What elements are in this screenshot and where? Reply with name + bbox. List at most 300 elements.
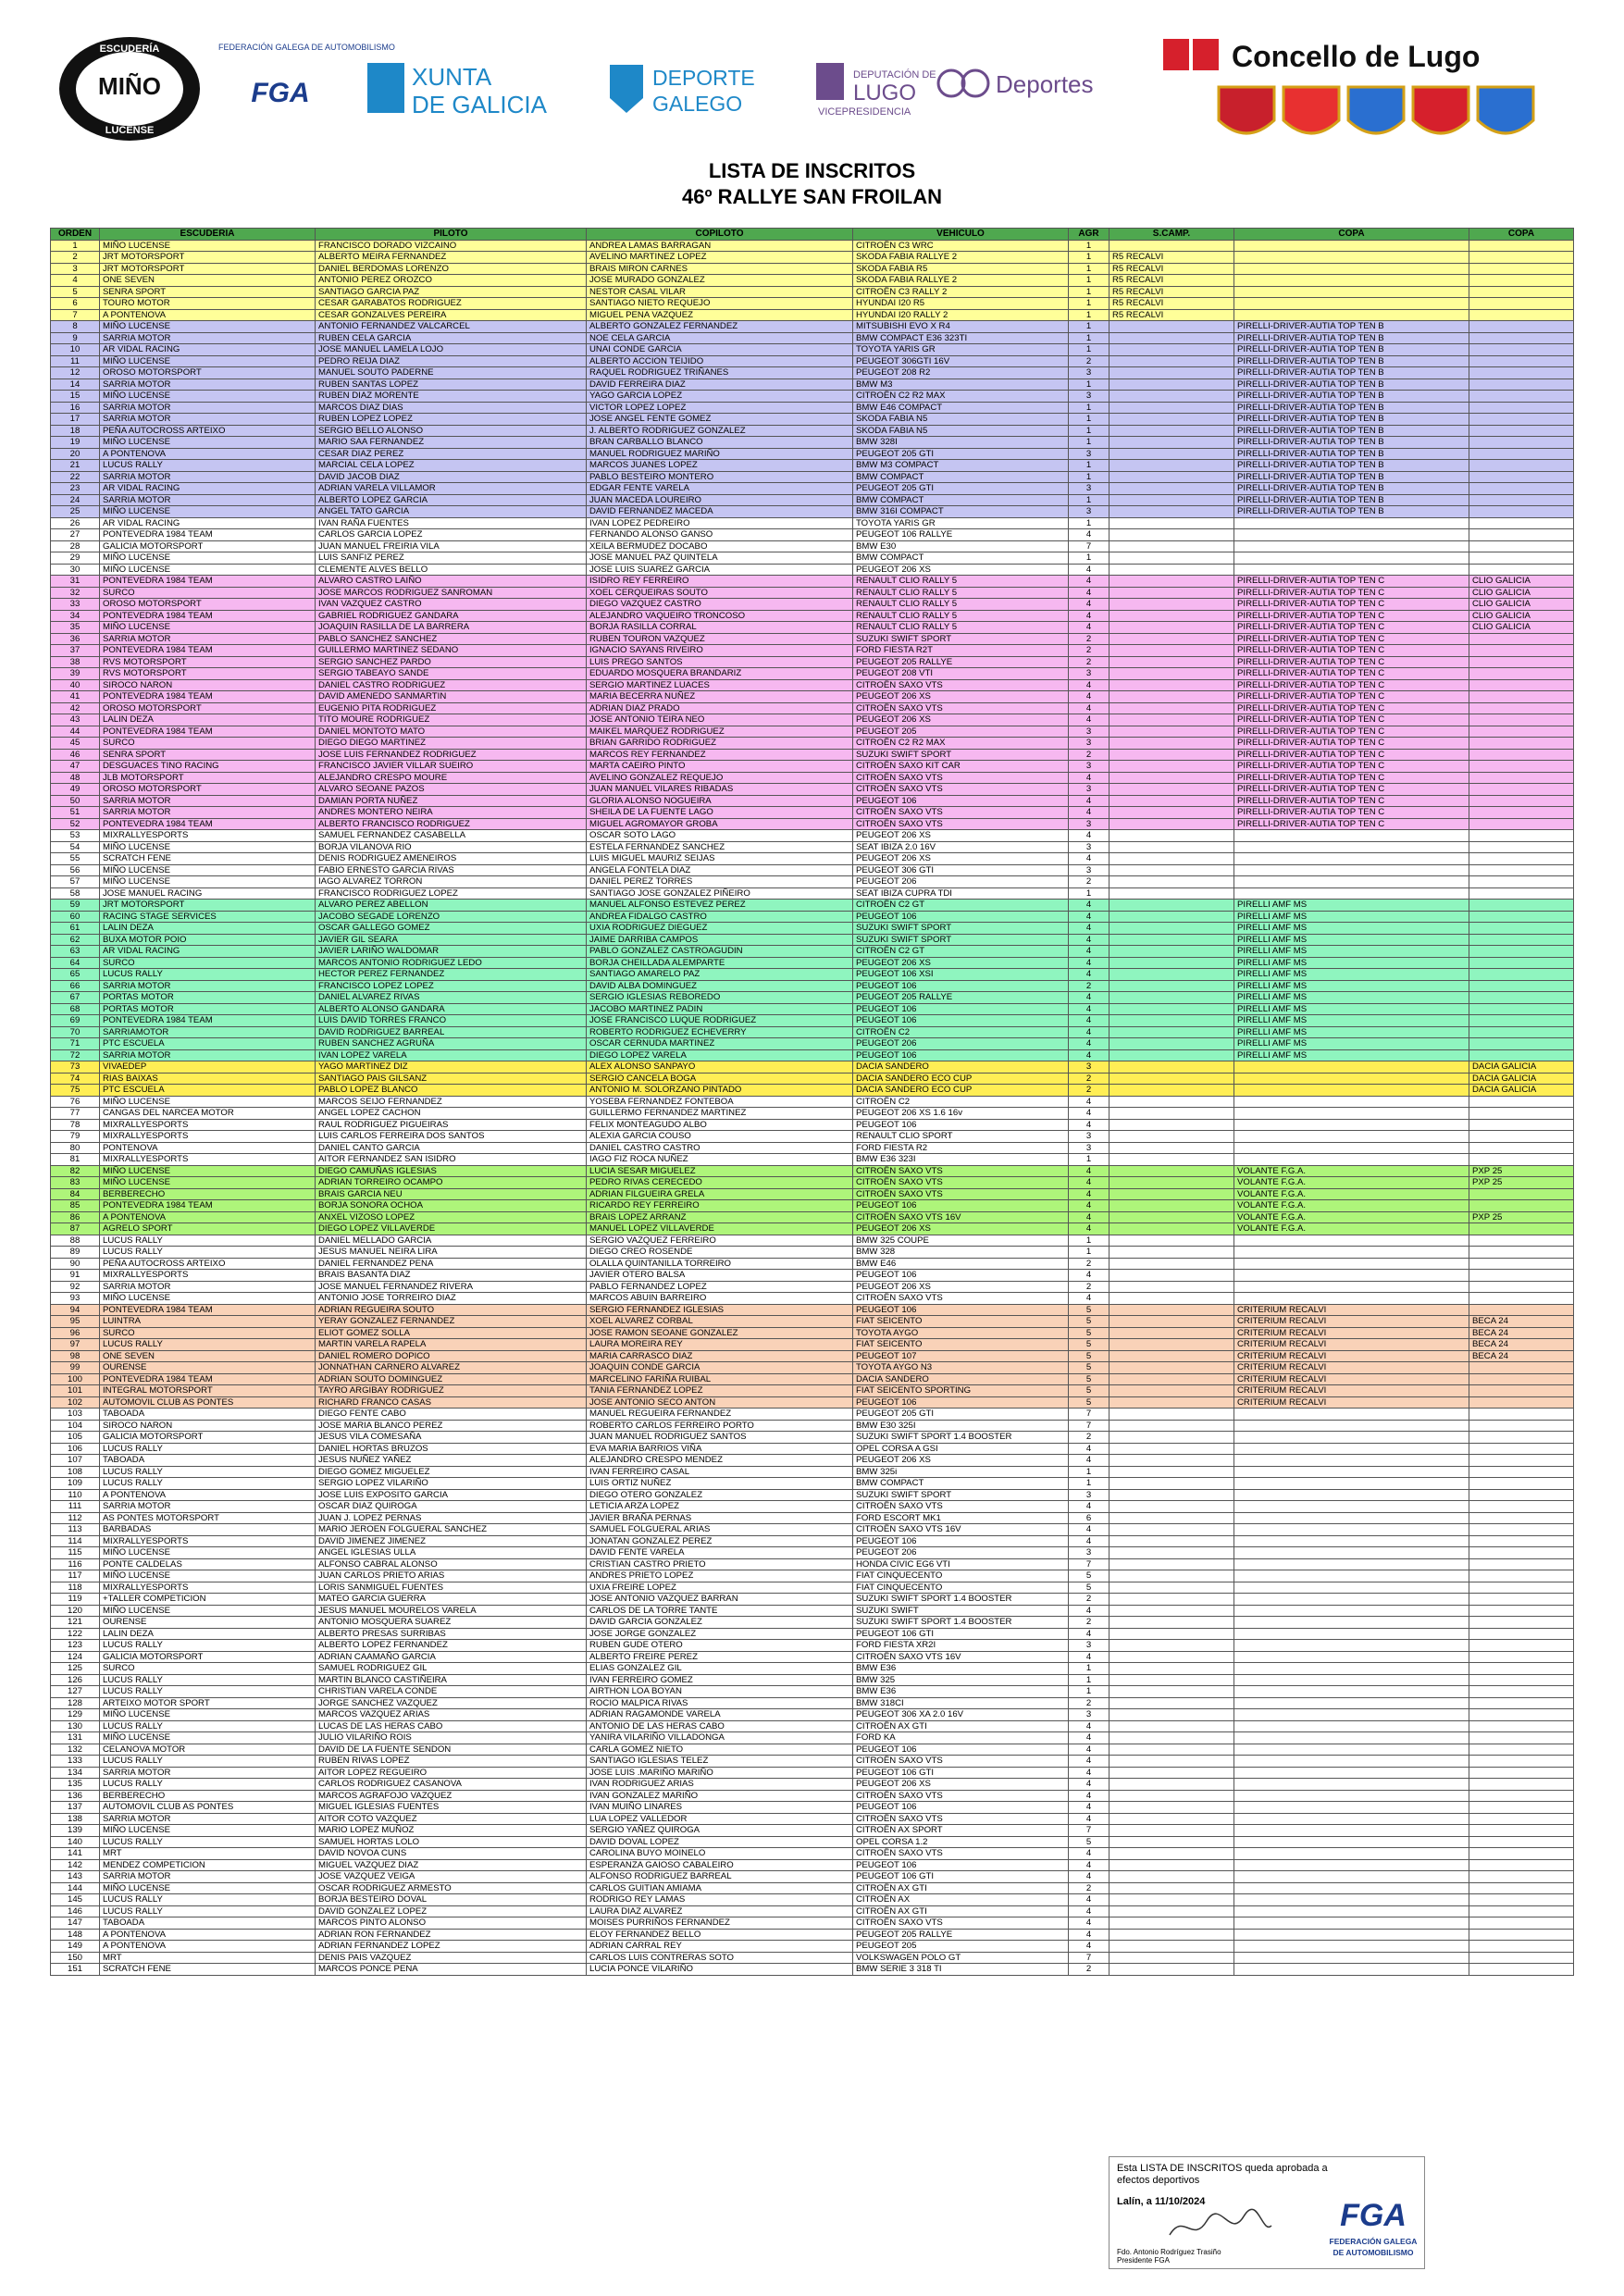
escuderia-mino-logo [56, 33, 204, 144]
cell-copa [1234, 552, 1469, 565]
cell-vehiculo: CITROËN SAXO VTS [853, 679, 1069, 691]
cell-agr: 1 [1069, 263, 1110, 275]
cell-copiloto: ESTELA FERNANDEZ SANCHEZ [587, 841, 853, 853]
escuderia-top-text: ESCUDERÍA [99, 43, 160, 55]
cell-copa [1234, 240, 1469, 252]
cell-copa [1234, 1871, 1469, 1883]
cell-scamp [1110, 980, 1234, 992]
cell-copa [1234, 1512, 1469, 1524]
cell-vehiculo: MITSUBISHI EVO X R4 [853, 321, 1069, 333]
cell-orden: 85 [51, 1200, 100, 1212]
cell-copiloto: MAIKEL MARQUEZ RODRIGUEZ [587, 726, 853, 738]
approval-text: Esta LISTA DE INSCRITOS queda aprobada a efectos deportivos [1117, 2163, 1328, 2186]
cell-copa-2 [1469, 1779, 1574, 1791]
cell-orden: 146 [51, 1905, 100, 1917]
table-row [51, 934, 1574, 946]
cell-agr: 4 [1069, 576, 1110, 588]
cell-orden: 48 [51, 772, 100, 784]
cell-copa-2 [1469, 460, 1574, 472]
cell-scamp [1110, 1258, 1234, 1270]
cell-vehiculo: BMW E30 [853, 540, 1069, 552]
table-row [51, 911, 1574, 923]
cell-vehiculo: DACIA SANDERO ECO CUP [853, 1085, 1069, 1097]
cell-scamp [1110, 1026, 1234, 1038]
cell-copa-2: BECA 24 [1469, 1350, 1574, 1362]
cell-vehiculo: HONDA CIVIC EG6 VTI [853, 1558, 1069, 1570]
table-row [51, 1281, 1574, 1293]
cell-orden: 70 [51, 1026, 100, 1038]
cell-copiloto: JOSE ANTONIO TEIRA NEO [587, 714, 853, 726]
cell-escuderia: LUCUS RALLY [100, 1674, 316, 1686]
cell-vehiculo: PEUGEOT 106 [853, 795, 1069, 807]
cell-scamp: R5 RECALVI [1110, 275, 1234, 287]
cell-copa-2 [1469, 969, 1574, 981]
cell-copa: CRITERIUM RECALVI [1234, 1350, 1469, 1362]
cell-escuderia: OROSO MOTORSPORT [100, 367, 316, 379]
cell-piloto: JOSE LUIS EXPOSITO GARCIA [316, 1489, 587, 1501]
cell-copa [1234, 1235, 1469, 1247]
cell-scamp [1110, 1836, 1234, 1848]
cell-copa [1234, 876, 1469, 888]
table-row [51, 900, 1574, 912]
cell-copa [1234, 1582, 1469, 1594]
table-row [51, 1339, 1574, 1351]
cell-escuderia: AGRELO SPORT [100, 1223, 316, 1235]
cell-vehiculo: PEUGEOT 206 XS [853, 1455, 1069, 1467]
cell-scamp [1110, 1108, 1234, 1120]
table-row [51, 1489, 1574, 1501]
cell-vehiculo: PEUGEOT 208 VTI [853, 668, 1069, 680]
cell-copa-2 [1469, 1409, 1574, 1421]
cell-agr: 2 [1069, 1964, 1110, 1976]
cell-piloto: DAVID JIMENEZ JIMENEZ [316, 1535, 587, 1547]
cell-copa: CRITERIUM RECALVI [1234, 1304, 1469, 1316]
cell-orden: 34 [51, 610, 100, 622]
cell-piloto: CESAR DIAZ PEREZ [316, 448, 587, 460]
table-row [51, 1061, 1574, 1074]
cell-piloto: MARCIAL CELA LOPEZ [316, 460, 587, 472]
cell-copa [1234, 1651, 1469, 1663]
cell-escuderia: A PONTENOVA [100, 1941, 316, 1953]
cell-scamp [1110, 1674, 1234, 1686]
cell-copa [1234, 1535, 1469, 1547]
cell-copa [1234, 1073, 1469, 1085]
cell-scamp [1110, 702, 1234, 714]
table-row [51, 1582, 1574, 1594]
cell-escuderia: LUCUS RALLY [100, 1247, 316, 1259]
cell-orden: 105 [51, 1432, 100, 1444]
table-row [51, 344, 1574, 356]
cell-copiloto: DAVID FERREIRA DIAZ [587, 379, 853, 391]
cell-orden: 117 [51, 1570, 100, 1582]
cell-copiloto: MIGUEL PENA VAZQUEZ [587, 309, 853, 321]
cell-copa: PIRELLI-DRIVER-AUTIA TOP TEN C [1234, 679, 1469, 691]
cell-vehiculo: BMW 328 [853, 1247, 1069, 1259]
table-row [51, 1304, 1574, 1316]
cell-scamp [1110, 1547, 1234, 1559]
cell-piloto: FABIO ERNESTO GARCIA RIVAS [316, 864, 587, 876]
table-row [51, 1200, 1574, 1212]
cell-copa-2 [1469, 853, 1574, 865]
cell-copa [1234, 1941, 1469, 1953]
table-row [51, 1223, 1574, 1235]
cell-orden: 50 [51, 795, 100, 807]
cell-piloto: LUIS DAVID TORRES FRANCO [316, 1015, 587, 1027]
cell-escuderia: TABOADA [100, 1409, 316, 1421]
cell-copa: PIRELLI-DRIVER-AUTIA TOP TEN B [1234, 494, 1469, 506]
cell-scamp [1110, 864, 1234, 876]
cell-copa: PIRELLI AMF MS [1234, 1049, 1469, 1061]
cell-copa [1234, 1131, 1469, 1143]
cell-scamp [1110, 1362, 1234, 1374]
cell-escuderia: MRT [100, 1848, 316, 1860]
cell-copa-2 [1469, 633, 1574, 645]
cell-piloto: IVAN RAÑA FUENTES [316, 517, 587, 529]
cell-orden: 32 [51, 587, 100, 599]
cell-vehiculo: CITROËN SAXO VTS 16V [853, 1211, 1069, 1223]
cell-agr: 3 [1069, 448, 1110, 460]
cell-vehiculo: CITROËN SAXO VTS [853, 807, 1069, 819]
cell-orden: 64 [51, 957, 100, 969]
cell-scamp [1110, 517, 1234, 529]
cell-scamp [1110, 807, 1234, 819]
table-row [51, 761, 1574, 773]
cell-copa [1234, 1293, 1469, 1305]
cell-piloto: FRANCISCO RODRIGUEZ LOPEZ [316, 887, 587, 900]
table-row [51, 923, 1574, 935]
cell-scamp [1110, 1512, 1234, 1524]
table-row [51, 1015, 1574, 1027]
cell-copa [1234, 1061, 1469, 1074]
cell-copa-2 [1469, 286, 1574, 298]
cell-agr: 1 [1069, 1478, 1110, 1490]
cell-agr: 5 [1069, 1373, 1110, 1385]
cell-agr: 4 [1069, 1790, 1110, 1802]
cell-copiloto: JOSE FRANCISCO LUQUE RODRIGUEZ [587, 1015, 853, 1027]
cell-escuderia: SIROCO NARON [100, 1420, 316, 1432]
cell-piloto: IVAN VAZQUEZ CASTRO [316, 599, 587, 611]
cell-copa: PIRELLI-DRIVER-AUTIA TOP TEN C [1234, 784, 1469, 796]
cell-escuderia: MIÑO LUCENSE [100, 1732, 316, 1744]
cell-escuderia: SARRIA MOTOR [100, 633, 316, 645]
table-row [51, 1524, 1574, 1536]
cell-vehiculo: PEUGEOT 206 [853, 876, 1069, 888]
cell-piloto: ADRIAN CAAMAÑO GARCIA [316, 1651, 587, 1663]
cell-copiloto: IVAN FERREIRO CASAL [587, 1466, 853, 1478]
cell-copa-2 [1469, 772, 1574, 784]
cell-copa-2 [1469, 807, 1574, 819]
cell-orden: 58 [51, 887, 100, 900]
table-row [51, 1894, 1574, 1906]
cell-orden: 75 [51, 1085, 100, 1097]
cell-copa: PIRELLI AMF MS [1234, 957, 1469, 969]
cell-piloto: CARLOS GARCIA LOPEZ [316, 529, 587, 541]
table-row [51, 1605, 1574, 1617]
cell-copa: PIRELLI AMF MS [1234, 1038, 1469, 1050]
cell-escuderia: MIÑO LUCENSE [100, 355, 316, 367]
cell-copa [1234, 1547, 1469, 1559]
cell-agr: 4 [1069, 1188, 1110, 1200]
cell-agr: 3 [1069, 1131, 1110, 1143]
cell-vehiculo: CITROËN SAXO VTS [853, 1790, 1069, 1802]
cell-vehiculo: PEUGEOT 106 [853, 911, 1069, 923]
cell-copiloto: JOSE LUIS .MARIÑO MARIÑO [587, 1767, 853, 1779]
cell-vehiculo: PEUGEOT 106 [853, 1049, 1069, 1061]
cell-copa [1234, 887, 1469, 900]
table-row [51, 494, 1574, 506]
cell-scamp [1110, 1720, 1234, 1732]
cell-copiloto: DIEGO LOPEZ VARELA [587, 1049, 853, 1061]
cell-copa-2 [1469, 784, 1574, 796]
cell-scamp [1110, 1142, 1234, 1154]
cell-copa: VOLANTE F.G.A. [1234, 1188, 1469, 1200]
cell-copa: VOLANTE F.G.A. [1234, 1165, 1469, 1177]
cell-copa-2 [1469, 1455, 1574, 1467]
cell-orden: 97 [51, 1339, 100, 1351]
cell-copiloto: ANDREA LAMAS BARRAGAN [587, 240, 853, 252]
cell-agr: 1 [1069, 321, 1110, 333]
cell-copiloto: TANIA FERNANDEZ LOPEZ [587, 1385, 853, 1397]
cell-escuderia: AR VIDAL RACING [100, 483, 316, 495]
cell-copa [1234, 864, 1469, 876]
cell-copiloto: DIEGO VAZQUEZ CASTRO [587, 599, 853, 611]
cell-piloto: SANTIAGO GARCIA PAZ [316, 286, 587, 298]
cell-escuderia: PONTEVEDRA 1984 TEAM [100, 691, 316, 703]
cell-copa: PIRELLI-DRIVER-AUTIA TOP TEN B [1234, 379, 1469, 391]
cell-copa-2 [1469, 1373, 1574, 1385]
cell-copiloto: SERGIO FERNANDEZ IGLESIAS [587, 1304, 853, 1316]
approval-date: Lalín, a 11/10/2024 [1117, 2196, 1206, 2207]
cell-scamp [1110, 946, 1234, 958]
cell-piloto: ANDRES MONTERO NEIRA [316, 807, 587, 819]
cell-agr: 5 [1069, 1327, 1110, 1339]
cell-orden: 72 [51, 1049, 100, 1061]
cell-agr: 1 [1069, 1686, 1110, 1698]
cell-piloto: DAVID AMENEDO SANMARTIN [316, 691, 587, 703]
cell-copiloto: DAVID FERNANDEZ MACEDA [587, 506, 853, 518]
cell-vehiculo: BMW M3 COMPACT [853, 460, 1069, 472]
cell-vehiculo: BMW 328I [853, 437, 1069, 449]
cell-piloto: ALBERTO LOPEZ FERNANDEZ [316, 1640, 587, 1652]
cell-copiloto: GUILLERMO FERNANDEZ MARTINEZ [587, 1108, 853, 1120]
cell-copa-2 [1469, 923, 1574, 935]
cell-copa-2: CLIO GALICIA [1469, 576, 1574, 588]
cell-vehiculo: RENAULT CLIO RALLY 5 [853, 599, 1069, 611]
cell-copa-2 [1469, 1188, 1574, 1200]
cell-escuderia: A PONTENOVA [100, 1211, 316, 1223]
table-row [51, 1003, 1574, 1015]
table-row [51, 576, 1574, 588]
cell-orden: 77 [51, 1108, 100, 1120]
cell-copiloto: IVAN LOPEZ PEDREIRO [587, 517, 853, 529]
cell-scamp [1110, 1651, 1234, 1663]
cell-agr: 4 [1069, 1905, 1110, 1917]
cell-scamp [1110, 425, 1234, 437]
cell-piloto: ANGEL IGLESIAS ULLA [316, 1547, 587, 1559]
cell-orden: 130 [51, 1720, 100, 1732]
table-row [51, 1802, 1574, 1814]
cell-copiloto: ESPERANZA GAIOSO CABALEIRO [587, 1859, 853, 1871]
cell-orden: 110 [51, 1489, 100, 1501]
cell-piloto: MARIO JEROEN FOLGUERAL SANCHEZ [316, 1524, 587, 1536]
cell-agr: 7 [1069, 1409, 1110, 1421]
cell-escuderia: SARRIA MOTOR [100, 471, 316, 483]
table-body [51, 240, 1574, 1975]
cell-scamp [1110, 772, 1234, 784]
cell-copa: PIRELLI-DRIVER-AUTIA TOP TEN C [1234, 576, 1469, 588]
cell-escuderia: SARRIAMOTOR [100, 1026, 316, 1038]
cell-copa-2 [1469, 1640, 1574, 1652]
cell-escuderia: JLB MOTORSPORT [100, 772, 316, 784]
cell-agr: 2 [1069, 1882, 1110, 1894]
cell-scamp [1110, 355, 1234, 367]
cell-copa [1234, 853, 1469, 865]
cell-copa [1234, 517, 1469, 529]
cell-copiloto: DIEGO CREO ROSENDE [587, 1247, 853, 1259]
cell-copa [1234, 1432, 1469, 1444]
cell-copa [1234, 1628, 1469, 1640]
table-row [51, 1594, 1574, 1606]
cell-copa-2 [1469, 552, 1574, 565]
cell-orden: 71 [51, 1038, 100, 1050]
cell-scamp [1110, 679, 1234, 691]
cell-piloto: TITO MOURE RODRIGUEZ [316, 714, 587, 726]
cell-copa [1234, 1779, 1469, 1791]
cell-agr: 3 [1069, 1547, 1110, 1559]
cell-agr: 4 [1069, 1779, 1110, 1791]
cell-scamp [1110, 1327, 1234, 1339]
cell-copa: PIRELLI AMF MS [1234, 923, 1469, 935]
cell-orden: 142 [51, 1859, 100, 1871]
cell-agr: 2 [1069, 876, 1110, 888]
cell-escuderia: INTEGRAL MOTORSPORT [100, 1385, 316, 1397]
cell-escuderia: LUCUS RALLY [100, 1339, 316, 1351]
table-row [51, 1535, 1574, 1547]
cell-vehiculo: CITROËN SAXO VTS [853, 818, 1069, 830]
cell-copa: PIRELLI-DRIVER-AUTIA TOP TEN B [1234, 321, 1469, 333]
cell-orden: 39 [51, 668, 100, 680]
cell-orden: 147 [51, 1917, 100, 1930]
cell-copiloto: DAVID DOVAL LOPEZ [587, 1836, 853, 1848]
cell-escuderia: MIXRALLYESPORTS [100, 1154, 316, 1166]
table-row [51, 772, 1574, 784]
cell-copa: PIRELLI-DRIVER-AUTIA TOP TEN B [1234, 355, 1469, 367]
cell-piloto: DAVID NOVOA CUNS [316, 1848, 587, 1860]
cell-copa: PIRELLI-DRIVER-AUTIA TOP TEN B [1234, 460, 1469, 472]
cell-escuderia: OURENSE [100, 1617, 316, 1629]
cell-copa: VOLANTE F.G.A. [1234, 1223, 1469, 1235]
cell-escuderia: PONTEVEDRA 1984 TEAM [100, 610, 316, 622]
cell-copiloto: JONATAN GONZALEZ PEREZ [587, 1535, 853, 1547]
cell-copa-2 [1469, 1443, 1574, 1455]
cell-agr: 1 [1069, 286, 1110, 298]
cell-orden: 65 [51, 969, 100, 981]
cell-copa-2 [1469, 957, 1574, 969]
cell-copa: CRITERIUM RECALVI [1234, 1362, 1469, 1374]
cell-copiloto: PEDRO RIVAS CERECEDO [587, 1177, 853, 1189]
cell-copiloto: ALBERTO ACCION TEIJIDO [587, 355, 853, 367]
cell-escuderia: A PONTENOVA [100, 1929, 316, 1941]
cell-agr: 2 [1069, 656, 1110, 668]
cell-copiloto: MARCOS REY FERNANDEZ [587, 749, 853, 761]
table-row [51, 1547, 1574, 1559]
cell-orden: 24 [51, 494, 100, 506]
cell-vehiculo: BMW E36 [853, 1663, 1069, 1675]
cell-scamp [1110, 1293, 1234, 1305]
cell-piloto: DANIEL CASTRO RODRIGUEZ [316, 679, 587, 691]
cell-orden: 63 [51, 946, 100, 958]
cell-orden: 137 [51, 1802, 100, 1814]
cell-piloto: ALVARO PEREZ ABELLON [316, 900, 587, 912]
cell-vehiculo: OPEL CORSA A GSI [853, 1443, 1069, 1455]
cell-agr: 4 [1069, 1524, 1110, 1536]
cell-escuderia: LUCUS RALLY [100, 1905, 316, 1917]
cell-vehiculo: FIAT CINQUECENTO [853, 1570, 1069, 1582]
cell-piloto: ADRIAN RON FERNANDEZ [316, 1929, 587, 1941]
cell-copiloto: ALEJANDRO CRESPO MENDEZ [587, 1455, 853, 1467]
cell-escuderia: BERBERECHO [100, 1188, 316, 1200]
cell-vehiculo: CITROËN AX GTI [853, 1905, 1069, 1917]
cell-escuderia: SURCO [100, 738, 316, 750]
cell-scamp [1110, 540, 1234, 552]
cell-copa: PIRELLI-DRIVER-AUTIA TOP TEN B [1234, 367, 1469, 379]
cell-vehiculo: SUZUKI SWIFT [853, 1605, 1069, 1617]
table-row [51, 1211, 1574, 1223]
cell-copa-2 [1469, 702, 1574, 714]
cell-escuderia: LUCUS RALLY [100, 1640, 316, 1652]
cell-copiloto: NESTOR CASAL VILAR [587, 286, 853, 298]
table-row [51, 1316, 1574, 1328]
cell-scamp [1110, 437, 1234, 449]
cell-scamp [1110, 818, 1234, 830]
cell-vehiculo: FIAT SEICENTO [853, 1339, 1069, 1351]
cell-escuderia: AR VIDAL RACING [100, 946, 316, 958]
cell-escuderia: PONTEVEDRA 1984 TEAM [100, 726, 316, 738]
cell-scamp [1110, 1813, 1234, 1825]
cell-vehiculo: CITROËN AX SPORT [853, 1825, 1069, 1837]
cell-piloto: ANTONIO PEREZ OROZCO [316, 275, 587, 287]
cell-copa: PIRELLI-DRIVER-AUTIA TOP TEN C [1234, 622, 1469, 634]
cell-copiloto: MARIA CARRASCO DIAZ [587, 1350, 853, 1362]
cell-copa [1234, 1836, 1469, 1848]
cell-vehiculo: PEUGEOT 106 [853, 1859, 1069, 1871]
cell-copa-2 [1469, 1882, 1574, 1894]
cell-escuderia: SARRIA MOTOR [100, 1281, 316, 1293]
cell-scamp [1110, 1570, 1234, 1582]
cell-copa: PIRELLI-DRIVER-AUTIA TOP TEN C [1234, 749, 1469, 761]
cell-vehiculo: PEUGEOT 206 XS [853, 1223, 1069, 1235]
cell-vehiculo: RENAULT CLIO RALLY 5 [853, 622, 1069, 634]
cell-copa-2 [1469, 934, 1574, 946]
cell-vehiculo: BMW COMPACT [853, 494, 1069, 506]
cell-escuderia: MIÑO LUCENSE [100, 876, 316, 888]
cell-piloto: DENIS RODRIGUEZ AMENEIROS [316, 853, 587, 865]
cell-orden: 8 [51, 321, 100, 333]
table-row [51, 807, 1574, 819]
table-row [51, 1871, 1574, 1883]
cell-copiloto: JOSE LUIS SUAREZ GARCIA [587, 564, 853, 576]
cell-scamp [1110, 1640, 1234, 1652]
cell-piloto: HECTOR PEREZ FERNANDEZ [316, 969, 587, 981]
cell-piloto: FRANCISCO JAVIER VILLAR SUEIRO [316, 761, 587, 773]
cell-scamp [1110, 1697, 1234, 1709]
cell-copa-2 [1469, 911, 1574, 923]
cell-copa-2 [1469, 818, 1574, 830]
cell-vehiculo: SUZUKI SWIFT SPORT [853, 633, 1069, 645]
cell-agr: 4 [1069, 1929, 1110, 1941]
table-row [51, 309, 1574, 321]
cell-vehiculo: CITROËN C2 GT [853, 900, 1069, 912]
